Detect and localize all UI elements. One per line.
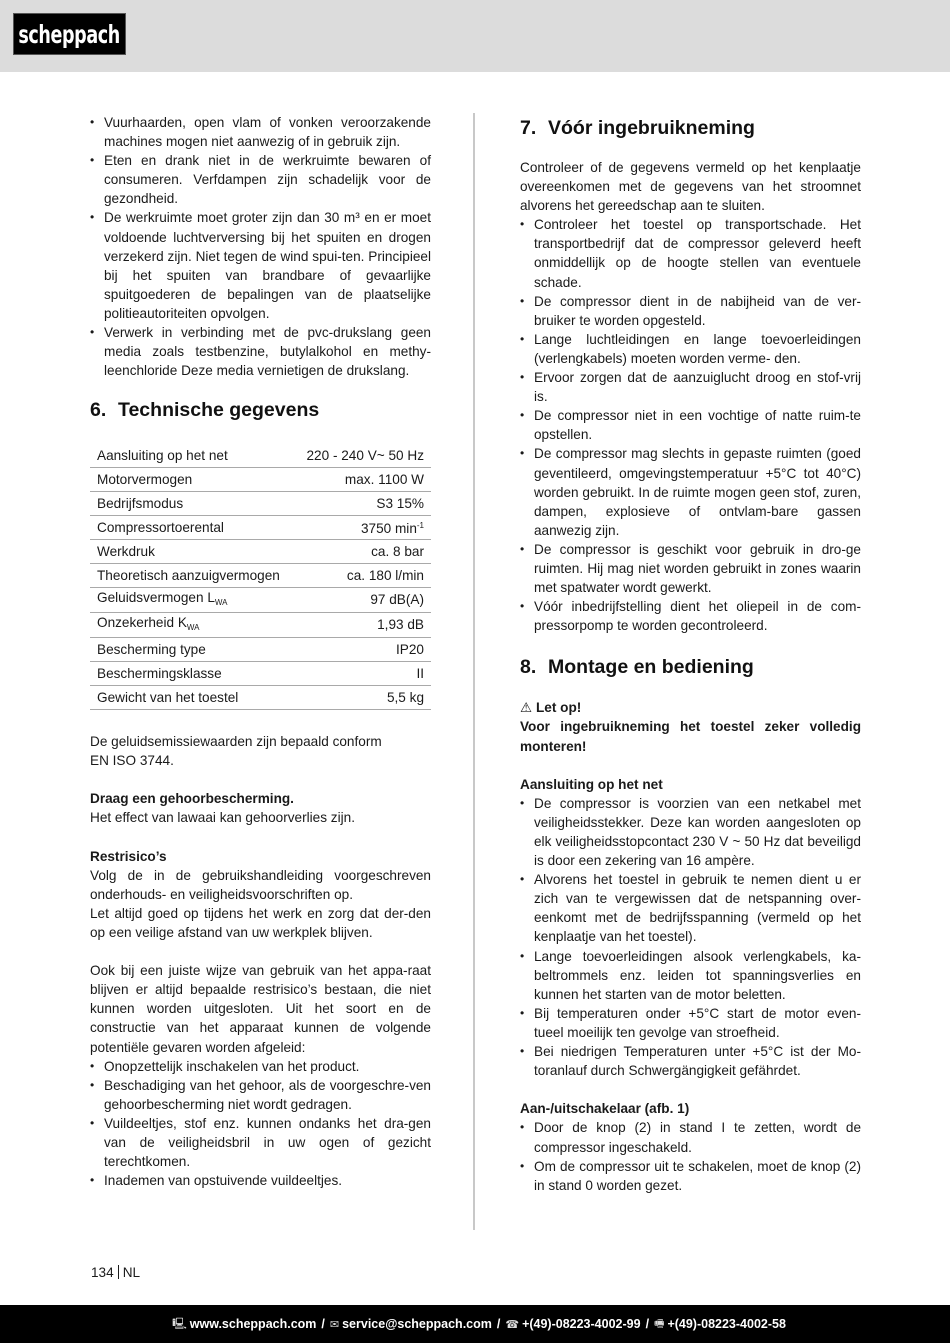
table-row — [90, 443, 431, 467]
list-item: • Onopzettelijk inschakelen van het product. — [90, 1057, 431, 1076]
brand-name: scheppach — [18, 19, 121, 49]
spec-label: Motorvermogen — [90, 467, 294, 491]
technical-data-table — [90, 443, 431, 710]
table-row — [90, 612, 431, 637]
phone-number: +(49)-08223-4002-99 — [522, 1317, 641, 1331]
spec-label: Compressortoerental — [90, 515, 294, 539]
emission-note: De geluidsemissiewaarden zijn bepaald conform EN ISO 3744. — [90, 734, 382, 769]
section-7-bullet-list — [520, 215, 861, 635]
spec-label: Beschermingsklasse — [90, 662, 294, 686]
list-item: • Door de knop (2) in stand I te zetten, wordt de compressor ingeschakeld. — [520, 1118, 861, 1156]
spec-label: Gewicht van het toestel — [90, 686, 294, 710]
mains-connection-heading: Aansluiting op het net — [520, 776, 663, 792]
list-item: • Beschadiging van het gehoor, als de voorgeschre-ven gehoorbescherming niet wordt gedragen. — [90, 1076, 431, 1114]
residual-risk-heading: Restrisico’s — [90, 848, 167, 864]
switch-bullet-list — [520, 1118, 861, 1194]
spec-label: Geluidsvermogen $L_{WA}$ — [90, 587, 294, 612]
section-7-heading: 7. Vóór ingebruikneming — [520, 117, 755, 139]
list-item: • Lange toevoerleidingen alsook verlengkabels, ka-beltrommels enz. leiden tot spanningsverlies en kunnen het starten van de motor beletten. — [520, 947, 861, 1004]
table-row — [90, 467, 431, 491]
table-row — [90, 662, 431, 686]
table-row — [90, 686, 431, 710]
spec-value: ca. 180 l/min — [294, 563, 431, 587]
spec-value: II — [294, 662, 431, 686]
table-row — [90, 587, 431, 612]
residual-risk-text: Ook bij een juiste wijze van gebruik van het appa-raat blijven er altijd bepaalde restrisico’s bestaan, die niet kunnen worden uitgesloten. Uit het soort en de constructie van het apparaat kunnen de volgende potentiële gevaren worden afgeleid: — [90, 963, 431, 1055]
risk-bullet-list — [90, 1057, 431, 1191]
section-6-heading: 6. Technische gegevens — [90, 399, 320, 422]
fax-icon: 🖷 — [654, 1317, 665, 1330]
list-item: • Verwerk in verbinding met de pvc-drukslang geen media zoals testbenzine, butylalkohol en methy-leenchloride Deze media vernietigen de drukslang. — [90, 323, 431, 380]
table-row — [90, 515, 431, 539]
list-item: • Controleer het toestel op transportschade. Het transportbedrijf dat de compressor geleverd heeft onmiddellijk op de hoogte stellen van eventuele schade. — [520, 215, 861, 291]
spec-value: IP20 — [294, 638, 431, 662]
hearing-protection-text: Het effect van lawaai kan gehoorverlies zijn. — [90, 810, 355, 826]
spec-value: 5,5 kg — [294, 686, 431, 710]
list-item: • Eten en drank niet in de werkruimte bewaren of consumeren. Verfdampen zijn schadelijk voor de gezondheid. — [90, 151, 431, 208]
warning-icon: ⚠ — [520, 700, 533, 716]
list-item: • Vuurhaarden, open vlam of vonken veroorzakende machines mogen niet aanwezig of in gebruik zijn. — [90, 113, 431, 151]
on-off-switch-heading: Aan-/uitschakelaar (afb. 1) — [520, 1101, 690, 1117]
list-item: • Om de compressor uit te schakelen, moet de knop (2) in stand 0 worden gezet. — [520, 1157, 861, 1195]
spec-value: ca. 8 bar — [294, 539, 431, 563]
spec-label: Onzekerheid $K_{WA}$ — [90, 612, 294, 637]
mains-bullet-list — [520, 794, 861, 1080]
list-item: • De compressor mag slechts in gepaste ruimten (goed geventileerd, omgevingstemperatuur +5°C tot 40°C) worden gebruikt. In de ruimte mogen geen stof, zuren, dampen, explosieve of ontvlam-bare gassen aanwezig zijn. — [520, 444, 861, 539]
page-number: 134 NL — [91, 1265, 141, 1280]
hearing-protection-heading: Draag een gehoorbescherming. — [90, 791, 294, 807]
spec-label: Aansluiting op het net — [90, 443, 294, 467]
table-row — [90, 638, 431, 662]
scheppach-logo — [13, 13, 126, 55]
list-item: • Ervoor zorgen dat de aanzuiglucht droog en stof-vrij is. — [520, 368, 861, 406]
list-item: • De werkruimte moet groter zijn dan 30 m³ en er moet voldoende luchtverversing bij het spuiten en drogen verzekerd zijn. Niet tegen de wind spui-ten. Principieel bij het spuiten van brandbare of gevaarlijke spuitgoederen de bepalingen van de plaatselijke politieautoriteiten opvolgen. — [90, 208, 431, 323]
warning-title: ⚠ Let op! — [520, 700, 582, 716]
spec-value: 1,93 dB — [294, 612, 431, 637]
spec-label: Bescherming type — [90, 638, 294, 662]
list-item: • Bij temperaturen onder +5°C start de motor even-tueel moeilijk ten gevolge van stroefheid. — [520, 1004, 861, 1042]
list-item: • De compressor is geschikt voor gebruik in dro-ge ruimten. Hij mag niet worden gebruikt in zones waarin met spatwater wordt gewerkt. — [520, 540, 861, 597]
residual-risk-text: Let altijd goed op tijdens het werk en zorg dat der-den op een veilige afstand van uw werkplek blijven. — [90, 905, 431, 940]
column-divider — [473, 113, 475, 1230]
safety-bullet-list — [90, 113, 431, 380]
computer-icon: 🖳 — [172, 1317, 187, 1330]
spec-value: S3 15% — [294, 491, 431, 515]
fax-number: +(49)-08223-4002-58 — [667, 1317, 786, 1331]
section-8-heading: 8. Montage en bediening — [520, 656, 754, 679]
header-bar — [0, 0, 950, 72]
list-item: • Bei niedrigen Temperaturen unter +5°C ist der Mo-toranlauf durch Schwergängigkeit gefährdet. — [520, 1042, 861, 1080]
list-item: • Lange luchtleidingen en lange toevoerleidingen (verlengkabels) moeten worden verme- den. — [520, 330, 861, 368]
list-item: • De compressor dient in de nabijheid van de ver-bruiker te worden opgesteld. — [520, 292, 861, 330]
spec-value: 3750 $\min^{-1}$ — [294, 515, 431, 539]
spec-value: 97 dB(A) — [294, 587, 431, 612]
spec-value: 220 - 240 V~ 50 Hz — [294, 443, 431, 467]
page-separator — [118, 1265, 119, 1279]
list-item: • Alvorens het toestel in gebruik te nemen dient u er zich van te vergewissen dat de netspanning over-eenkomt met de bedrijfsspanning (vermeld op het kenplaatje van het toestel). — [520, 870, 861, 946]
spec-label: Werkdruk — [90, 539, 294, 563]
list-item: • Vóór inbedrijfstelling dient het oliepeil in de com-pressorpomp te worden gecontroleerd. — [520, 597, 861, 635]
table-row — [90, 491, 431, 515]
website-link[interactable]: www.scheppach.com — [189, 1317, 317, 1331]
spec-label: Theoretisch aanzuigvermogen — [90, 563, 294, 587]
table-row — [90, 563, 431, 587]
list-item: • De compressor is voorzien van een netkabel met veiligheidsstekker. Deze kan worden aangesloten op elk veiligheidsstopcontact 230 V ~ 50 Hz dat beveiligd is door een zekering van 16 ampère. — [520, 794, 861, 870]
section-7-intro: Controleer of de gegevens vermeld op het kenplaatje overeenkomen met de gegevens van het stroomnet alvorens het gereedschap aan te sluiten. — [520, 160, 861, 214]
mail-icon: ✉ — [329, 1318, 340, 1331]
residual-risk-text: Volg de in de gebruikshandleiding voorgeschreven onderhouds- en veiligheidsvoorschriften op. — [90, 867, 431, 902]
spec-label: Bedrijfsmodus — [90, 491, 294, 515]
list-item: • Inademen van opstuivende vuildeeltjes. — [90, 1171, 431, 1190]
email-link[interactable]: service@scheppach.com — [342, 1317, 492, 1331]
left-column — [90, 113, 431, 1190]
right-column — [520, 113, 861, 1195]
phone-icon: ☎ — [505, 1318, 520, 1331]
list-item: • De compressor niet in een vochtige of natte ruim-te opstellen. — [520, 406, 861, 444]
warning-text: Voor ingebruikneming het toestel zeker volledig monteren! — [520, 719, 861, 754]
table-row — [90, 539, 431, 563]
spec-value: max. 1100 W — [294, 467, 431, 491]
footer-bar: 🖳 www.scheppach.com / ✉ service@scheppach.com / ☎ +(49)-08223-4002-99 / 🖷 +(49)-08223-4002-58 — [0, 1305, 950, 1343]
list-item: • Vuildeeltjes, stof enz. kunnen ondanks het dra-gen van de veiligheidsbril in uw ogen of gezicht terechtkomen. — [90, 1114, 431, 1171]
